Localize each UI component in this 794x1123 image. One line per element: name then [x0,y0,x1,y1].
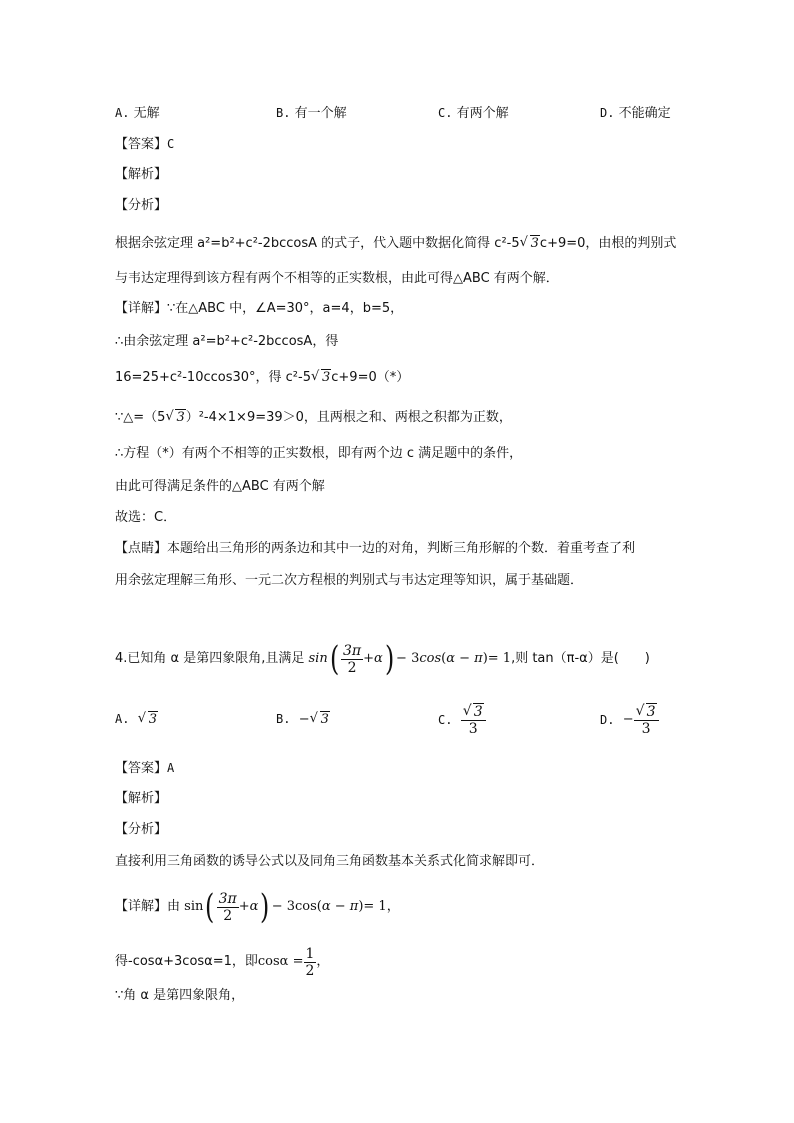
sqrt-3-expression: √ 3 [311,369,331,387]
q3-option-c: C. 有两个解 [438,106,509,121]
q4-detail-line-1: 【详解】由 sin( $\frac{3\pi}{2}$ +α) − 3cos(α − π)= 1， [115,887,400,927]
q4-option-c: C. √ $\frac{3}{3}$ [438,700,486,741]
q3-option-d: D. 不能确定 [600,106,671,121]
q3-detail-line-1: 【详解】∵在△ABC 中，∠A=30°，a=4，b=5， [115,301,404,316]
q4-detail-line-2: 得-cosα+3cosα=1，即cosα = $\frac{1}{2}$ ， [115,945,330,979]
q3-detail-line-7: 故选：C． [115,510,177,525]
q3-detail-line-2: ∴由余弦定理 a²=b²+c²-2bccosA，得 [115,334,339,349]
q3-fenxi-heading: 【分析】 [115,198,168,213]
q3-detail-line-5: ∴方程（*）有两个不相等的正实数根，即有两个边 c 满足题中的条件， [115,446,523,461]
q4-option-a: A. √ 3 [115,710,158,729]
q4-answer: 【答案】A [115,761,175,776]
q3-comment-line-1: 【点睛】本题给出三角形的两条边和其中一边的对角，判断三角形解的个数．着重考查了利 [115,541,636,556]
q3-comment-line-2: 用余弦定理解三角形、一元二次方程根的判别式与韦达定理等知识，属于基础题． [115,573,584,588]
q3-analysis-line-2: 与韦达定理得到该方程有两个不相等的正实数根，由此可得△ABC 有两个解． [115,271,559,286]
q4-analysis: 直接利用三角函数的诱导公式以及同角三角函数基本关系式化简求解即可． [115,854,545,869]
q3-detail-line-3: 16=25+c²-10ccos30°，得 c²-5√ 3c+9=0（*） [115,369,409,387]
sqrt-3-expression: √ 3 [520,235,540,253]
q4-stem: 4.已知角 α 是第四象限角,且满足 sin( $\frac{3\pi}{2}$ +α) − 3cos(α − π)= 1,则 tan（π-α）是( ) [115,639,650,679]
q4-jiexi-heading: 【解析】 [115,791,168,806]
q3-analysis-line-1: 根据余弦定理 a²=b²+c²-2bccosA 的式子，代入题中数据化简得 c²-5√ 3c+9=0，由根的判别式 [115,235,676,253]
q3-answer: 【答案】C [115,137,175,152]
q4-option-b: B. −√ 3 [276,710,330,729]
q3-jiexi-heading: 【解析】 [115,167,168,182]
q3-detail-line-4: ∵△=（5√ 3）²-4×1×9=39＞0，且两根之和、两根之积都为正数， [115,409,512,427]
q3-option-b: B. 有一个解 [276,106,347,121]
q4-option-d: D. − √ $\frac{3}{3}$ [600,700,659,741]
sqrt-3-expression: √ 3 [165,409,185,427]
q3-option-a: A. 无解 [115,106,160,121]
fraction-3pi-over-2: $\frac{3\pi}{2}$ [342,642,362,676]
q4-fenxi-heading: 【分析】 [115,822,168,837]
q4-detail-line-3: ∵角 α 是第四象限角， [115,988,245,1003]
q3-detail-line-6: 由此可得满足条件的△ABC 有两个解 [115,479,325,494]
